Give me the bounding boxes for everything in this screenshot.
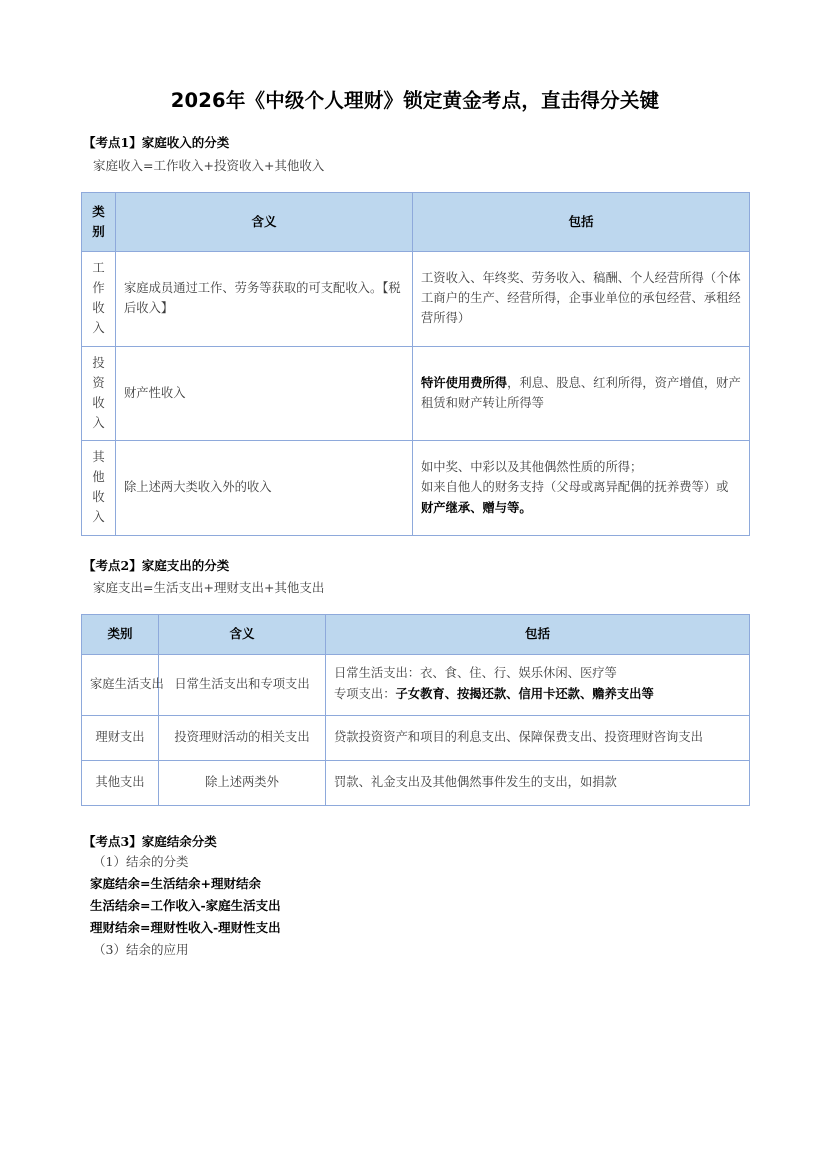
document-content — [81, 0, 749, 960]
emphasis-text: 子女教育、按揭还款、信用卡还款、赡养支出等 — [395, 686, 654, 702]
surplus-subheading-1: （1）结余的分类 — [93, 854, 189, 870]
page-title: 2026年《中级个人理财》锁定黄金考点，直击得分关键 — [170, 89, 660, 112]
income-classification-table — [81, 192, 750, 536]
column-header-meaning: 含义 — [159, 615, 326, 654]
surplus-section — [81, 832, 749, 961]
cell-category: 投资收入 — [82, 346, 116, 441]
section-heading-3: 【考点3】家庭结余分类 — [83, 833, 217, 849]
table-row — [82, 346, 750, 441]
emphasis-text: 特许使用费所得 — [421, 375, 508, 391]
table-row — [82, 760, 750, 805]
column-header-meaning: 含义 — [116, 192, 413, 252]
surplus-subheading-2: （3）结余的应用 — [93, 941, 189, 957]
cell-category: 其他支出 — [82, 760, 159, 805]
cell-meaning: 家庭成员通过工作、劳务等获取的可支配收入。【税后收入】 — [116, 252, 413, 347]
cell-meaning: 财产性收入 — [116, 346, 413, 441]
section-heading-1: 【考点1】家庭收入的分类 — [83, 135, 230, 151]
cell-category: 其他收入 — [82, 441, 116, 536]
cell-includes: 工资收入、年终奖、劳务收入、稿酬、个人经营所得（个体工商户的生产、经营所得，企事业单位的承包经营、承租经营所得） — [413, 252, 750, 347]
cell-includes: 罚款、礼金支出及其他偶然事件发生的支出，如捐款 — [326, 760, 750, 805]
cell-includes-line-2-prefix: 专项支出： — [334, 687, 396, 702]
cell-meaning: 投资理财活动的相关支出 — [159, 715, 326, 760]
table-row — [82, 441, 750, 536]
cell-includes-line-2: 如来自他人的财务支持（父母或离异配偶的抚养费等）或 — [421, 480, 729, 495]
column-header-category: 类别 — [82, 192, 116, 252]
section-heading-2: 【考点2】家庭支出的分类 — [83, 558, 230, 574]
cell-includes — [413, 441, 750, 536]
column-header-includes: 包括 — [413, 192, 750, 252]
cell-includes-line-3: 财产继承、赠与等。 — [421, 500, 532, 516]
surplus-formula-1: 家庭结余=生活结余+理财结余 — [90, 875, 261, 891]
column-header-includes: 包括 — [326, 615, 750, 654]
cell-includes-line-1: 如中奖、中彩以及其他偶然性质的所得； — [421, 460, 643, 475]
section-formula-1: 家庭收入=工作收入+投资收入+其他收入 — [93, 157, 325, 173]
cell-category: 工作收入 — [82, 252, 116, 347]
section-formula-2: 家庭支出=生活支出+理财支出+其他支出 — [93, 580, 325, 596]
cell-includes — [326, 654, 750, 715]
cell-meaning: 除上述两类外 — [159, 760, 326, 805]
cell-includes-rest: ，利息、股息、红利所得，资产增值，财产租赁和财产转让所得等 — [421, 376, 741, 411]
table-row — [82, 252, 750, 347]
cell-meaning: 除上述两大类收入外的收入 — [116, 441, 413, 536]
table-row — [82, 654, 750, 715]
cell-category: 家庭生活支出 — [82, 654, 159, 715]
table-header-row — [82, 615, 750, 654]
cell-includes — [413, 346, 750, 441]
cell-meaning: 日常生活支出和专项支出 — [159, 654, 326, 715]
cell-includes-line-2 — [334, 684, 741, 705]
expense-classification-table — [81, 614, 750, 805]
cell-includes-line-1: 日常生活支出：衣、食、住、行、娱乐休闲、医疗等 — [334, 666, 617, 681]
surplus-formula-2: 生活结余=工作收入-家庭生活支出 — [90, 897, 281, 913]
cell-category: 理财支出 — [82, 715, 159, 760]
cell-includes: 贷款投资资产和项目的利息支出、保障保费支出、投资理财咨询支出 — [326, 715, 750, 760]
table-header-row — [82, 192, 750, 252]
column-header-category: 类别 — [82, 615, 159, 654]
table-row — [82, 715, 750, 760]
surplus-formula-3: 理财结余=理财性收入-理财性支出 — [90, 919, 281, 935]
